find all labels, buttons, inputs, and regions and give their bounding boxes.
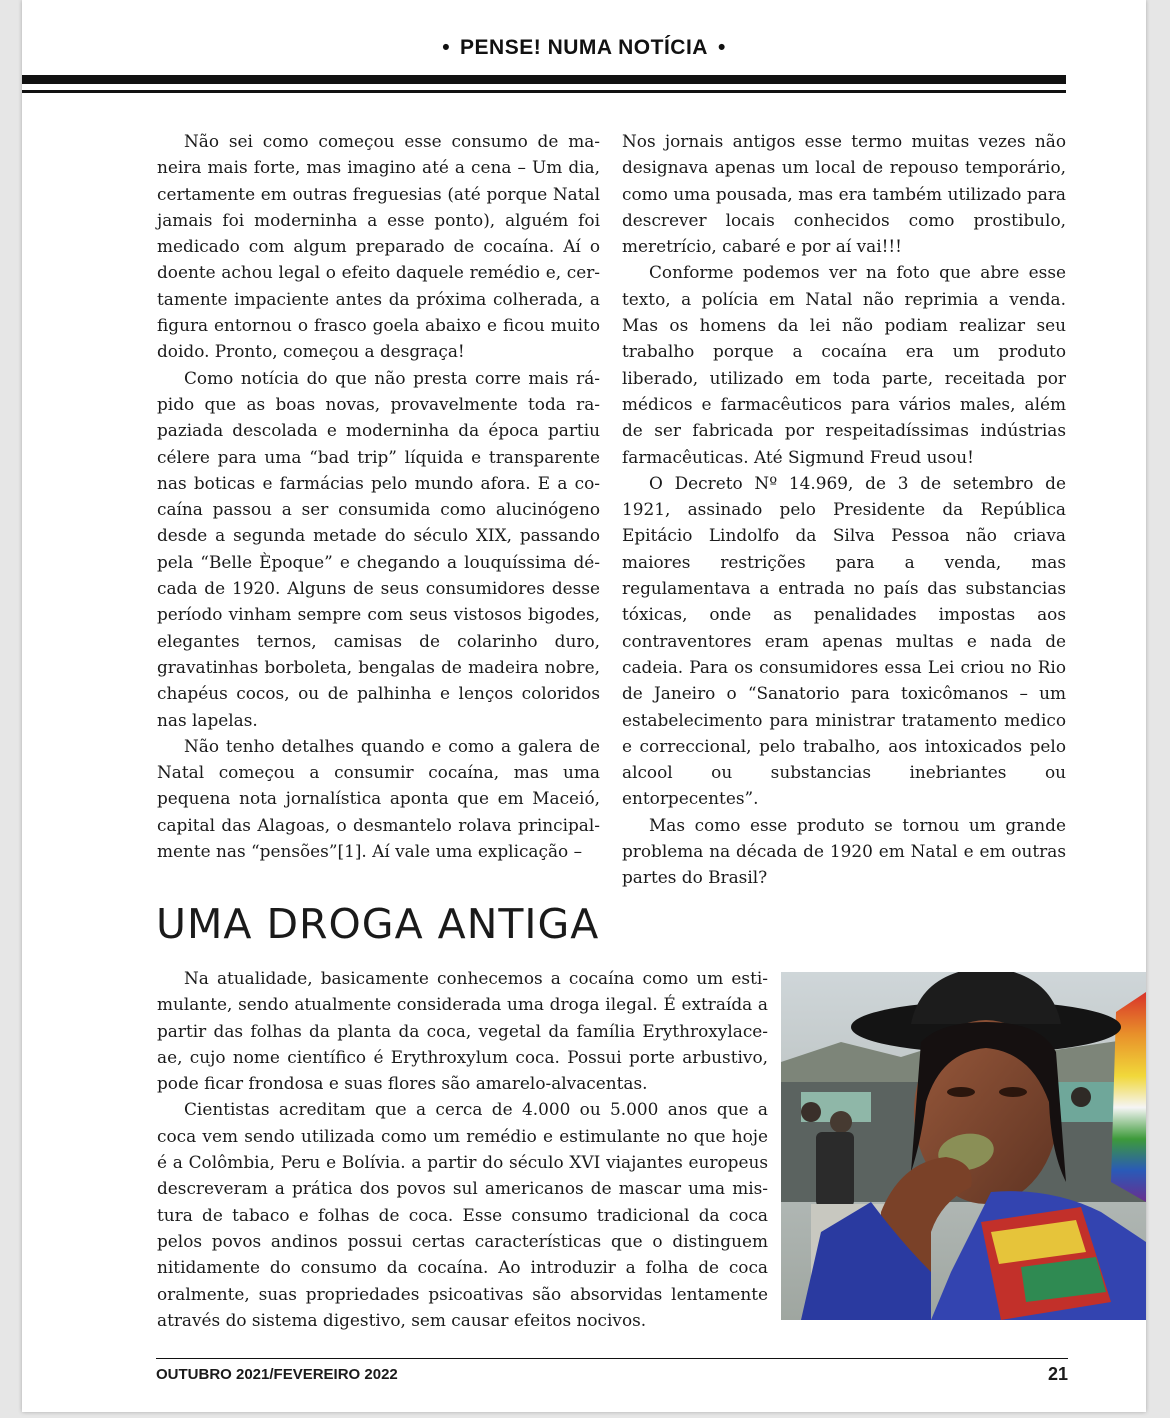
header-bullet-left: • (442, 36, 451, 59)
section-paragraph-1: Na atualidade, basicamente conhecemos a cocaína como um estimulante, sendo atualmente considerada uma droga ilegal. É extraída a partir das folhas da planta da coca, vegetal da família Erythroxylaceae, cujo nome científico é Erythroxylum coca. Possui porte arbustivo, pode ficar frondosa e suas flores são amarelo-alvacentas. (157, 968, 768, 1094)
magazine-page (22, 0, 1146, 1412)
section-body (157, 965, 768, 1333)
footer-rule (156, 1358, 1068, 1359)
left-column (157, 128, 600, 864)
right-column (622, 128, 1066, 891)
left-paragraph-2: Como notícia do que não presta corre mais rápido que as boas novas, provavelmente toda rapaziada descolada e moderninha da época partiu célere para uma “bad trip” líquida e transparente nas boticas e farmácias pelo mundo afora. E a cocaína passou a ser consumida como alucinógeno desde a segunda metade do século XIX, passando pela “Belle Èpoque” e chegando a louquíssima década de 1920. Alguns de seus consumidores desse período vinham sempre com seus vistosos bigodes, elegantes ternos, camisas de colarinho duro, gravatinhas borboleta, bengalas de madeira nobre, chapéus cocos, ou de palhinha e lenços coloridos nas lapelas. (157, 367, 600, 730)
header-bullet-right: • (717, 36, 726, 59)
right-paragraph-1: Nos jornais antigos esse termo muitas vezes não designava apenas um local de repouso temporário, como uma pousada, mas era também utilizado para descrever locais conhecidos como prostibulo, meretrício, cabaré e por aí vai!!! (622, 131, 1066, 257)
right-paragraph-4: Mas como esse produto se tornou um grande problema na década de 1920 em Natal e em outras partes do Brasil? (622, 814, 1066, 888)
section-header (22, 36, 1146, 60)
coca-chewing-photo (781, 972, 1146, 1320)
right-paragraph-3: O Decreto Nº 14.969, de 3 de setembro de 1921, assinado pelo Presidente da República Epitácio Lindolfo da Silva Pessoa não criava maiores restrições para a venda, mas regulamentava a entrada no país das substancias tóxicas, onde as penalidades impostas aos contraventores eram apenas multas e nada de cadeia. Para os consumidores essa Lei criou no Rio de Janeiro o “Sanatorio para toxicômanos – um estabelecimento para ministrar tratamento medico e correccional, pelo trabalho, aos intoxicados pelo alcool ou substancias inebriantes ou entorpecentes”. (622, 472, 1066, 809)
header-title-text: PENSE! NUMA NOTÍCIA (460, 36, 708, 59)
left-paragraph-3: Não tenho detalhes quando e como a galera de Natal começou a consumir cocaína, mas uma pequena nota jornalística aponta que em Maceió, capital das Alagoas, o desmantelo rolava principalmente nas “pensões”[1]. Aí vale uma explicação – (157, 735, 600, 862)
left-paragraph-1: Não sei como começou esse consumo de maneira mais forte, mas imagino até a cena – Um dia, certamente em outras freguesias (até porque Natal jamais foi moderninha a esse ponto), alguém foi medicado com algum preparado de cocaína. Aí o doente achou legal o efeito daquele remédio e, certamente impaciente antes da próxima colherada, a figura entornou o frasco goela abaixo e ficou muito doido. Pronto, começou a desgraça! (157, 131, 600, 362)
section-paragraph-2: Cientistas acreditam que a cerca de 4.000 ou 5.000 anos que a coca vem sendo utilizada como um remédio e estimulante no que hoje é a Colômbia, Peru e Bolívia. a partir do século XVI viajantes europeus descreveram a prática dos povos sul americanos de mascar uma mistura de tabaco e folhas de coca. Esse consumo tradicional da coca pelos povos andinos possui certas características que o distinguem nitidamente do consumo da cocaína. Ao introduzir a folha de coca oralmente, suas propriedades psicoativas são absorvidas lentamente através do sistema digestivo, sem causar efeitos nocivos. (157, 1099, 768, 1330)
header-rule-thick (22, 75, 1066, 84)
right-paragraph-2: Conforme podemos ver na foto que abre esse texto, a polícia em Natal não reprimia a venda. Mas os homens da lei não podiam realizar seu trabalho porque a cocaína era um produto liberado, utilizado em toda parte, receitada por médicos e farmacêuticos para vários males, além de ser fabricada por respeitadíssimas indústrias farmacêuticas. Até Sigmund Freud usou! (622, 262, 1066, 467)
section-heading: UMA DROGA ANTIGA (156, 900, 600, 948)
issue-date: OUTUBRO 2021/FEVEREIRO 2022 (156, 1366, 398, 1383)
page-number: 21 (1047, 1364, 1068, 1384)
header-rule-thin (22, 90, 1066, 93)
